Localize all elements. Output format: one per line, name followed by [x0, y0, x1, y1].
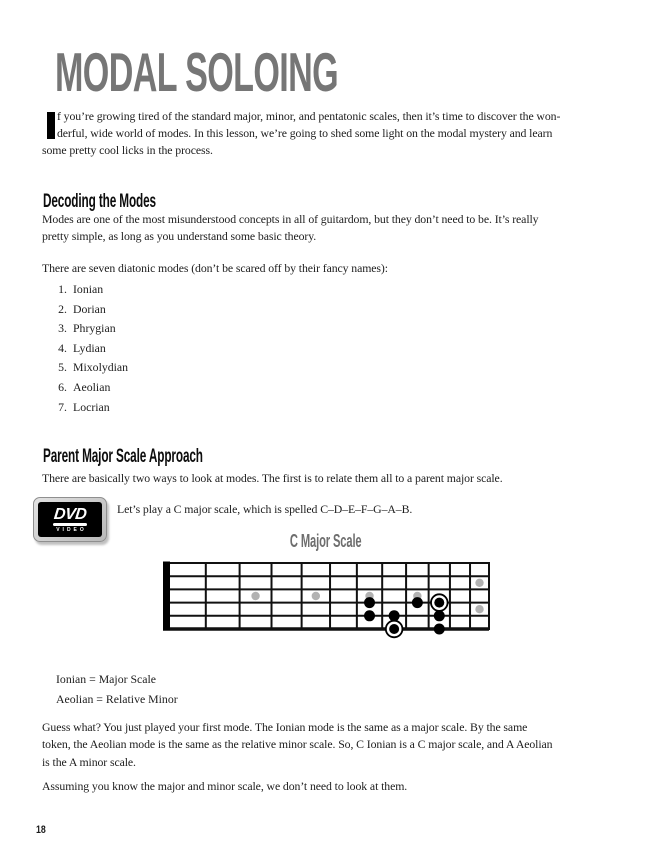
note-dot-s6-f10 — [434, 624, 445, 635]
dvd-video-icon — [33, 497, 107, 542]
mode-list-number: 7. — [58, 399, 67, 414]
note-dot-s4-f7 — [364, 597, 375, 608]
mode-list-item — [56, 300, 128, 320]
diagram-title-text: C Major Scale — [290, 531, 362, 551]
inlay-dot-fret-12-upper — [475, 579, 483, 587]
paragraph-assuming — [42, 778, 407, 795]
mode-list-item — [56, 280, 128, 300]
mode-list — [56, 280, 128, 417]
text-line: There are basically two ways to look at modes. The first is to relate them all to a parent major scale. — [42, 471, 503, 485]
root-note-dot-s4-f10 — [434, 598, 444, 608]
text-line: Ionian = Major Scale — [56, 672, 157, 686]
mode-list-label: Lydian — [73, 340, 106, 355]
note-dot-s5-f7 — [364, 610, 375, 621]
mode-list-label: Mixolydian — [73, 360, 129, 375]
root-note-dot-s6-f8 — [389, 624, 399, 634]
page-number: 18 — [36, 824, 46, 836]
paragraph-seven-diatonic-modes — [42, 260, 388, 277]
note-dot-s5-f8 — [389, 610, 400, 621]
text-line: derful, wide world of modes. In this lesson, we’re going to shed some light on the modal mystery and learn — [57, 126, 553, 140]
inlay-dot-fret-12-lower — [475, 605, 483, 613]
text-line: There are seven diatonic modes (don’t be scared off by their fancy names): — [42, 261, 388, 275]
mode-list-number: 3. — [58, 321, 67, 336]
mode-list-item — [56, 378, 128, 398]
note-dot-s4-f9 — [412, 597, 423, 608]
section-heading-parent-major-scale-approach: Parent Major Scale Approach — [43, 446, 203, 467]
mode-list-label: Dorian — [73, 301, 106, 316]
note-dot-s5-f10 — [434, 610, 445, 621]
dvd-logo-video-text: VIDEO — [56, 526, 87, 533]
mode-list-item — [56, 339, 128, 359]
mode-list-number: 6. — [58, 379, 67, 394]
mode-list-item — [56, 319, 128, 339]
mode-list-label: Aeolian — [73, 379, 111, 394]
mode-list-number: 2. — [58, 301, 67, 316]
mode-equations — [56, 669, 178, 709]
section-heading-decoding-the-modes: Decoding the Modes — [43, 191, 156, 212]
inlay-dot-fret-3 — [251, 592, 259, 600]
dvd-video-icon-inner — [38, 502, 102, 537]
paragraph-modes-misunderstood — [42, 211, 538, 245]
text-line: is the A minor scale. — [42, 754, 136, 769]
paragraph-two-ways — [42, 470, 503, 487]
text-line: token, the Aeolian mode is the same as the relative minor scale. So, C Ionian is a C major scale, and A Aeolian — [42, 737, 553, 752]
text-line: Assuming you know the major and minor scale, we don’t need to look at them. — [42, 779, 408, 793]
text-line: f you’re growing tired of the standard major, minor, and pentatonic scales, then it’s time to discover the won- — [57, 109, 561, 123]
c-major-scale-fretboard-diagram — [157, 557, 493, 646]
mode-list-label: Ionian — [73, 282, 104, 296]
mode-list-number: 1. — [58, 282, 67, 296]
text-line: some pretty cool licks in the process. — [42, 143, 213, 157]
diagram-title — [160, 531, 492, 552]
mode-list-item — [56, 398, 128, 418]
text-line: Guess what? You just played your first mode. The Ionian mode is the same as a major scale. By the same — [42, 720, 528, 734]
mode-list-number: 5. — [58, 360, 67, 375]
inlay-dot-fret-5 — [312, 592, 320, 600]
intro-paragraph — [42, 108, 560, 159]
mode-list-number: 4. — [58, 340, 67, 355]
text-line: Modes are one of the most misunderstood concepts in all of guitardom, but they don’t need to be. It’s really — [42, 212, 539, 226]
nut — [163, 562, 170, 631]
chapter-title: MODAL SOLOING — [55, 41, 339, 103]
dvd-caption-text: Let’s play a C major scale, which is spelled C–D–E–F–G–A–B. — [117, 502, 413, 516]
fretboard-svg — [157, 557, 493, 641]
mode-list-item — [56, 358, 128, 378]
paragraph-guess-what — [42, 719, 552, 771]
mode-list-label: Locrian — [73, 399, 110, 414]
text-line: pretty simple, as long as you understand some basic theory. — [42, 229, 317, 243]
dvd-logo-text: DVD — [52, 505, 88, 523]
mode-list-label: Phrygian — [73, 321, 116, 336]
text-line: Aeolian = Relative Minor — [56, 692, 178, 706]
